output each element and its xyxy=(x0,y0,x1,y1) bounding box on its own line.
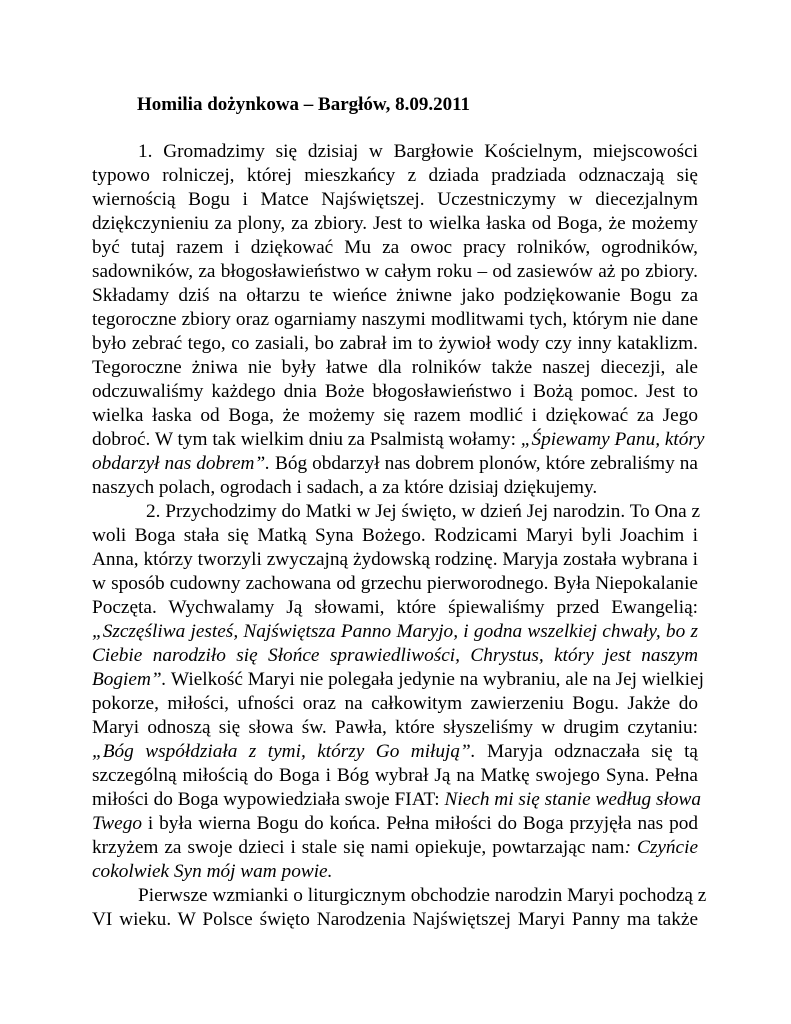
text-line: być tutaj razem i dziękować Mu za owoc pracy rolników, ogrodników, xyxy=(92,237,698,258)
text-line: wielka łaska od Boga, że możemy się razem modlić i dziękować za Jego xyxy=(92,405,698,426)
page-title: Homilia dożynkowa – Bargłów, 8.09.2011 xyxy=(137,94,471,115)
text-line: typowo rolniczej, której mieszkańcy z dziada pradziada odznaczają się xyxy=(92,165,698,186)
text-line: Tegoroczne żniwa nie były łatwe dla rolników także naszej diecezji, ale xyxy=(92,357,698,378)
text-segment: Wielkość Maryi nie polegała jedynie na wybraniu, ale na Jej wielkiej xyxy=(166,669,704,690)
text-line xyxy=(92,860,698,884)
text-line: sadowników, za błogosławieństwo w całym roku – od zasiewów aż po zbiory. xyxy=(92,261,698,282)
text-line xyxy=(92,812,698,836)
text-line: naszych polach, ogrodach i sadach, a za które dzisiaj dziękujemy. xyxy=(92,477,598,498)
text-line: pokorze, miłości, ufności oraz na całkowitym zawierzeniu Bogu. Jakże do xyxy=(92,693,698,714)
cana-quote: : Czyńcie xyxy=(624,837,699,858)
text-line xyxy=(92,788,702,812)
text-segment: Maryja odznaczała się tą xyxy=(475,741,698,762)
text-line: Anna, którzy tworzyli zwyczajną żydowską rodzinę. Maryja została wybrana i xyxy=(92,549,698,570)
psalm-quote: „Śpiewamy Panu, który xyxy=(520,429,705,450)
text-line: wiernością Bogu i Matce Najświętszej. Uczestniczymy w diecezjalnym xyxy=(92,189,698,210)
text-line: dziękczynieniu za plony, za zbiory. Jest to wielka łaska od Boga, że możemy xyxy=(92,213,698,234)
text-line: woli Boga stała się Matką Syna Bożego. Rodzicami Maryi byli Joachim i xyxy=(92,525,698,546)
text-line xyxy=(92,620,698,644)
text-line xyxy=(92,452,698,476)
text-line: szczególną miłością do Boga i Bóg wybrał Ją na Matkę swojego Syna. Pełna xyxy=(92,765,698,786)
fiat-quote: Twego xyxy=(92,813,142,834)
text-line: Poczęta. Wychwalamy Ją słowami, które śpiewaliśmy przed Ewangelią: xyxy=(92,597,698,618)
text-line xyxy=(92,740,698,764)
text-line: 1. Gromadzimy się dzisiaj w Bargłowie Kościelnym, miejscowości xyxy=(138,141,698,162)
text-segment: Bóg obdarzył nas dobrem plonów, które zebraliśmy na xyxy=(270,453,698,474)
document-body xyxy=(92,140,707,932)
gospel-quote: Ciebie narodziło się Słońce sprawiedliwości, Chrystus, który jest naszym xyxy=(92,645,698,666)
text-line: tegoroczne zbiory oraz ogarniamy naszymi modlitwami tych, którym nie dane xyxy=(92,309,698,330)
text-line: VI wieku. W Polsce święto Narodzenia Najświętszej Maryi Panny ma także xyxy=(92,909,698,930)
text-line xyxy=(92,668,704,692)
text-line xyxy=(92,428,705,452)
psalm-quote: obdarzył nas dobrem”. xyxy=(92,453,270,474)
text-line xyxy=(92,836,698,860)
fiat-quote: Niech mi się stanie według słowa xyxy=(444,789,702,810)
cana-quote: cokolwiek Syn mój wam powie. xyxy=(92,861,333,882)
text-line: było zebrać tego, co zasiali, bo zabrał im to żywioł wody czy inny kataklizm. xyxy=(92,333,698,354)
text-line: Pierwsze wzmianki o liturgicznym obchodzie narodzin Maryi pochodzą z xyxy=(138,885,707,906)
text-line: 2. Przychodzimy do Matki w Jej święto, w dzień Jej narodzin. To Ona z xyxy=(146,501,701,522)
text-line: odczuwaliśmy każdego dnia Boże błogosławieństwo i Bożą pomoc. Jest to xyxy=(92,381,698,402)
text-line xyxy=(92,644,698,668)
text-line: Składamy dziś na ołtarzu te wieńce żniwne jako podziękowanie Bogu za xyxy=(92,285,698,306)
text-line: Maryi odnoszą się słowa św. Pawła, które słyszeliśmy w drugim czytaniu: xyxy=(92,717,698,738)
text-segment: miłości do Boga wypowiedziała swoje FIAT: xyxy=(92,789,445,810)
gospel-quote: Bogiem”. xyxy=(92,669,167,690)
text-segment: dobroć. W tym tak wielkim dniu za Psalmistą wołamy: xyxy=(92,429,521,450)
paul-quote: „Bóg współdziała z tymi, którzy Go miłują”. xyxy=(92,741,476,762)
text-segment: i była wierna Bogu do końca. Pełna miłości do Boga przyjęła nas pod xyxy=(142,813,698,834)
text-segment: krzyżem za swoje dzieci i stale się nami opiekuje, powtarzając nam xyxy=(92,837,625,858)
gospel-quote: „Szczęśliwa jesteś, Najświętsza Panno Maryjo, i godna wszelkiej chwały, bo z xyxy=(92,621,698,642)
text-line: w sposób cudowny zachowana od grzechu pierworodnego. Była Niepokalanie xyxy=(92,573,698,594)
